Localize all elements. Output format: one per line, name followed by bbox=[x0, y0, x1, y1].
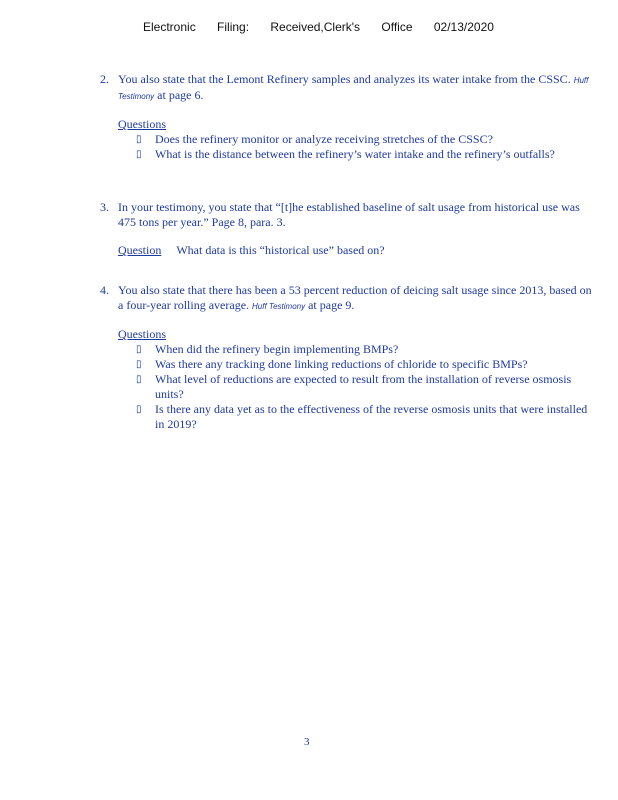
questions-heading bbox=[118, 327, 595, 342]
questions-label: Questions bbox=[118, 117, 166, 131]
question-bullet bbox=[136, 357, 595, 372]
filing-header bbox=[143, 20, 512, 34]
item-3 bbox=[100, 200, 595, 258]
question-bullet bbox=[136, 372, 595, 402]
bullet-icon: ▯ bbox=[136, 344, 142, 355]
item-text-main: You also state that the Lemont Refinery samples and analyzes its water intake from the CSSC. bbox=[118, 72, 571, 86]
question-bullet bbox=[136, 132, 595, 147]
question-text: Is there any data yet as to the effectiveness of the reverse osmosis units that were installed in 2019? bbox=[155, 402, 588, 431]
page-number: 3 bbox=[304, 736, 310, 748]
bullet-icon: ▯ bbox=[136, 404, 142, 415]
question-bullet bbox=[136, 402, 595, 432]
question-text: When did the refinery begin implementing BMPs? bbox=[155, 342, 399, 356]
header-word-electronic: Electronic bbox=[143, 20, 196, 34]
item-4 bbox=[100, 283, 595, 432]
question-bullet bbox=[136, 147, 595, 162]
citation: Huff Testimony bbox=[118, 76, 589, 101]
citation: Huff Testimony bbox=[252, 302, 306, 311]
question-text: Does the refinery monitor or analyze receiving stretches of the CSSC? bbox=[155, 132, 493, 146]
question-text: What data is this “historical use” based on? bbox=[176, 243, 385, 257]
item-text: In your testimony, you state that “[t]he established baseline of salt usage from historical use was 475 tons per year.” Page 8, para. 3. bbox=[118, 200, 580, 229]
item-text-page: at page 9. bbox=[308, 298, 355, 312]
item-2 bbox=[100, 72, 595, 162]
item-text-main: You also state that there has been a 53 percent reduction of deicing salt usage since 2013, based on a four-year rolling average. bbox=[118, 283, 592, 312]
item-text bbox=[118, 72, 595, 104]
header-word-filing: Filing: bbox=[217, 20, 250, 34]
header-word-office: Office bbox=[381, 20, 413, 34]
header-word-received-clerks: Received,Clerk's bbox=[270, 20, 361, 34]
bullet-icon: ▯ bbox=[136, 359, 142, 370]
item-number: 2. bbox=[100, 72, 109, 86]
question-bullet bbox=[136, 342, 595, 357]
question-text: What is the distance between the refinery’s water intake and the refinery’s outfalls? bbox=[155, 147, 555, 161]
question-text: What level of reductions are expected to result from the installation of reverse osmosis units? bbox=[155, 372, 572, 401]
question-label: Question bbox=[118, 243, 162, 257]
bullet-icon: ▯ bbox=[136, 134, 142, 145]
questions-heading bbox=[118, 117, 595, 132]
questions-label: Questions bbox=[118, 327, 166, 341]
header-date: 02/13/2020 bbox=[433, 20, 494, 34]
item-text-page: at page 6. bbox=[157, 88, 204, 102]
bullet-icon: ▯ bbox=[136, 374, 142, 385]
question-text: Was there any tracking done linking reductions of chloride to specific BMPs? bbox=[155, 357, 528, 371]
item-number: 4. bbox=[100, 283, 109, 297]
item-text bbox=[118, 283, 595, 314]
item-number: 3. bbox=[100, 200, 109, 214]
bullet-icon: ▯ bbox=[136, 149, 142, 160]
question-heading bbox=[118, 243, 595, 258]
